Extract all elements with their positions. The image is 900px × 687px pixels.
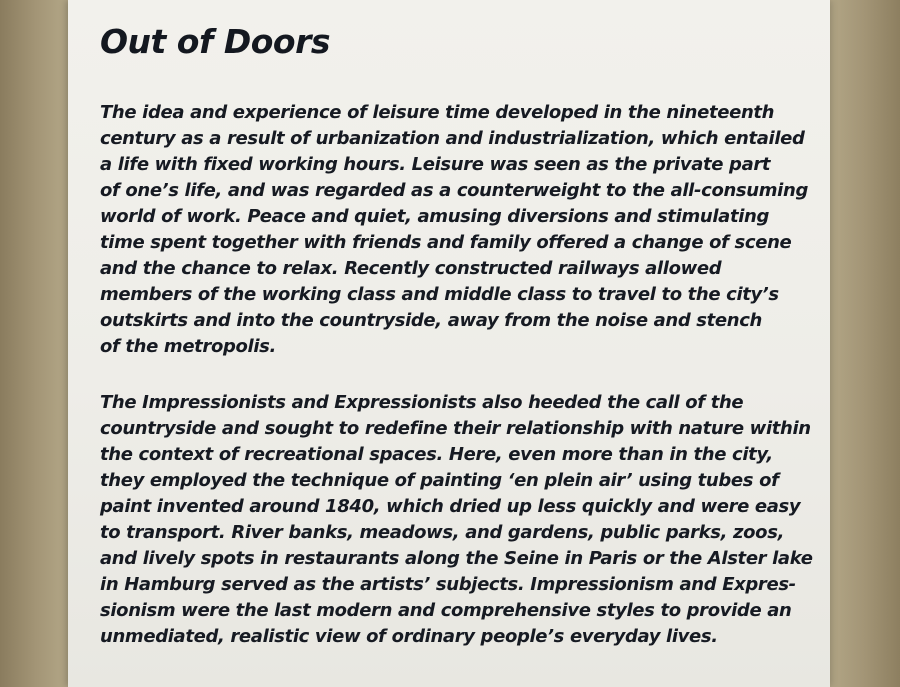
text-line: and the chance to relax. Recently constructed railways allowed <box>100 258 722 279</box>
text-line: a life with fixed working hours. Leisure was seen as the private part <box>100 154 771 175</box>
text-line: century as a result of urbanization and industrialization, which entailed <box>100 128 805 149</box>
text-line: unmediated, realistic view of ordinary people’s everyday lives. <box>100 626 718 647</box>
paragraph-1 <box>100 100 820 360</box>
text-line: to transport. River banks, meadows, and gardens, public parks, zoos, <box>100 522 785 543</box>
text-line: members of the working class and middle class to travel to the city’s <box>100 284 779 305</box>
text-line: paint invented around 1840, which dried up less quickly and were easy <box>100 496 801 517</box>
text-line: and lively spots in restaurants along the Seine in Paris or the Alster lake <box>100 548 813 569</box>
text-line: sionism were the last modern and comprehensive styles to provide an <box>100 600 792 621</box>
text-line: the context of recreational spaces. Here, even more than in the city, <box>100 444 773 465</box>
paragraph-2 <box>100 390 820 650</box>
text-line: they employed the technique of painting ‘en plein air’ using tubes of <box>100 470 779 491</box>
panel-title: Out of Doors <box>100 22 330 61</box>
text-line: time spent together with friends and family offered a change of scene <box>100 232 792 253</box>
text-line: countryside and sought to redefine their relationship with nature within <box>100 418 811 439</box>
text-line: in Hamburg served as the artists’ subjects. Impressionism and Expres- <box>100 574 796 595</box>
text-line: of the metropolis. <box>100 336 277 357</box>
text-line: of one’s life, and was regarded as a counterweight to the all-consuming <box>100 180 808 201</box>
text-line: world of work. Peace and quiet, amusing diversions and stimulating <box>100 206 770 227</box>
text-line: outskirts and into the countryside, away from the noise and stench <box>100 310 763 331</box>
text-line: The idea and experience of leisure time developed in the nineteenth <box>100 102 775 123</box>
text-line: The Impressionists and Expressionists also heeded the call of the <box>100 392 744 413</box>
